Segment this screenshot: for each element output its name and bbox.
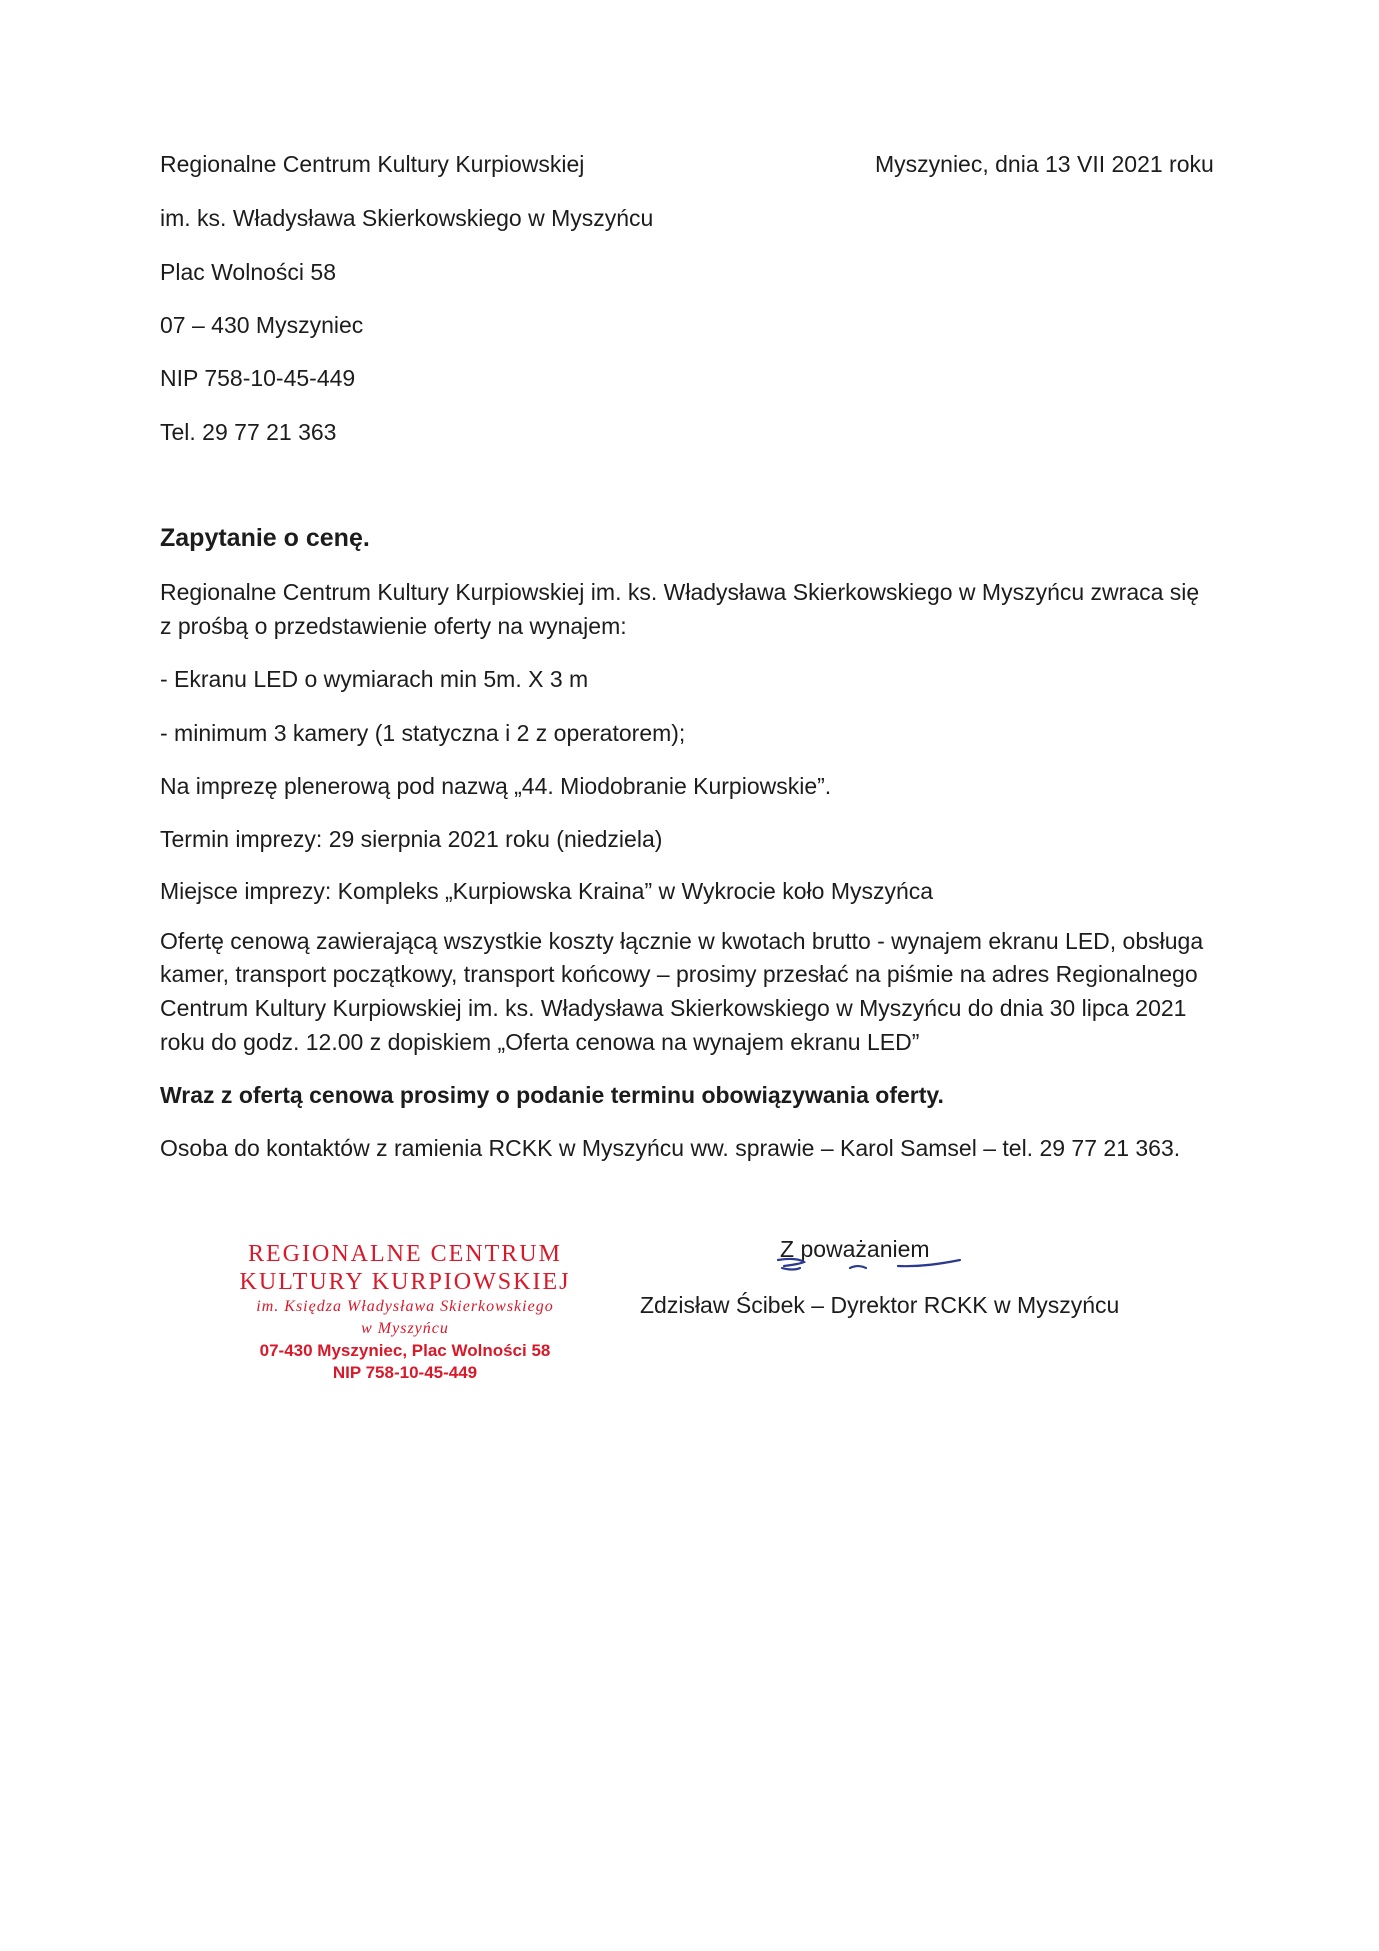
sender-phone: Tel. 29 77 21 363 [160, 419, 337, 445]
stamp-line-5: 07-430 Myszyniec, Plac Wolności 58 [259, 1341, 551, 1360]
stamp-line-6: NIP 758-10-45-449 [332, 1363, 478, 1382]
sender-patron: im. ks. Władysława Skierkowskiego w Myszyńcu [160, 205, 654, 231]
stamp-line-4: w Myszyńcu [361, 1320, 449, 1337]
event-place: Miejsce imprezy: Kompleks „Kurpiowska Kraina” w Wykrocie koło Myszyńca [160, 878, 934, 904]
letter-title: Zapytanie o cenę. [160, 524, 370, 552]
letter-date: Myszyniec, dnia 13 VII 2021 roku [875, 151, 1214, 177]
stamp-line-1: REGIONALNE CENTRUM [248, 1241, 562, 1267]
sender-street: Plac Wolności 58 [160, 259, 336, 285]
contact-person: Osoba do kontaktów z ramienia RCKK w Myszyńcu ww. sprawie – Karol Samsel – tel. 29 77 21 363. [160, 1135, 1181, 1161]
stamp-line-2: KULTURY KURPIOWSKIEJ [239, 1269, 571, 1295]
sender-nip: NIP 758-10-45-449 [160, 365, 356, 391]
closing-greeting: Z poważaniem [780, 1236, 930, 1262]
offer-line-3: Centrum Kultury Kurpiowskiej im. ks. Władysława Skierkowskiego w Myszyńcu do dnia 30 lipca 2021 [160, 995, 1187, 1021]
offer-line-2: kamer, transport początkowy, transport końcowy – prosimy przesłać na piśmie na adres Regionalnego [160, 961, 1198, 987]
offer-line-1: Ofertę cenową zawierającą wszystkie koszty łącznie w kwotach brutto - wynajem ekranu LED, obsługa [160, 928, 1204, 954]
request-item-led: - Ekranu LED o wymiarach min 5m. X 3 m [160, 666, 589, 692]
stamp-line-3: im. Księdza Władysława Skierkowskiego [256, 1298, 554, 1315]
request-item-cameras: - minimum 3 kamery (1 statyczna i 2 z operatorem); [160, 720, 686, 746]
sender-name: Regionalne Centrum Kultury Kurpiowskiej [160, 151, 585, 177]
offer-line-4: roku do godz. 12.00 z dopiskiem „Oferta cenowa na wynajem ekranu LED” [160, 1029, 920, 1055]
validity-note: Wraz z ofertą cenowa prosimy o podanie terminu obowiązywania oferty. [160, 1082, 944, 1108]
event-name: Na imprezę plenerową pod nazwą „44. Miodobranie Kurpiowskie”. [160, 773, 832, 799]
intro-line-1: Regionalne Centrum Kultury Kurpiowskiej im. ks. Władysława Skierkowskiego w Myszyńcu zwraca się [160, 579, 1200, 605]
event-date: Termin imprezy: 29 sierpnia 2021 roku (niedziela) [160, 826, 663, 852]
signatory: Zdzisław Ścibek – Dyrektor RCKK w Myszyńcu [640, 1292, 1120, 1318]
sender-postcode: 07 – 430 Myszyniec [160, 312, 364, 338]
institution-stamp [215, 1240, 595, 1384]
intro-line-2: z prośbą o przedstawienie oferty na wynajem: [160, 613, 627, 639]
